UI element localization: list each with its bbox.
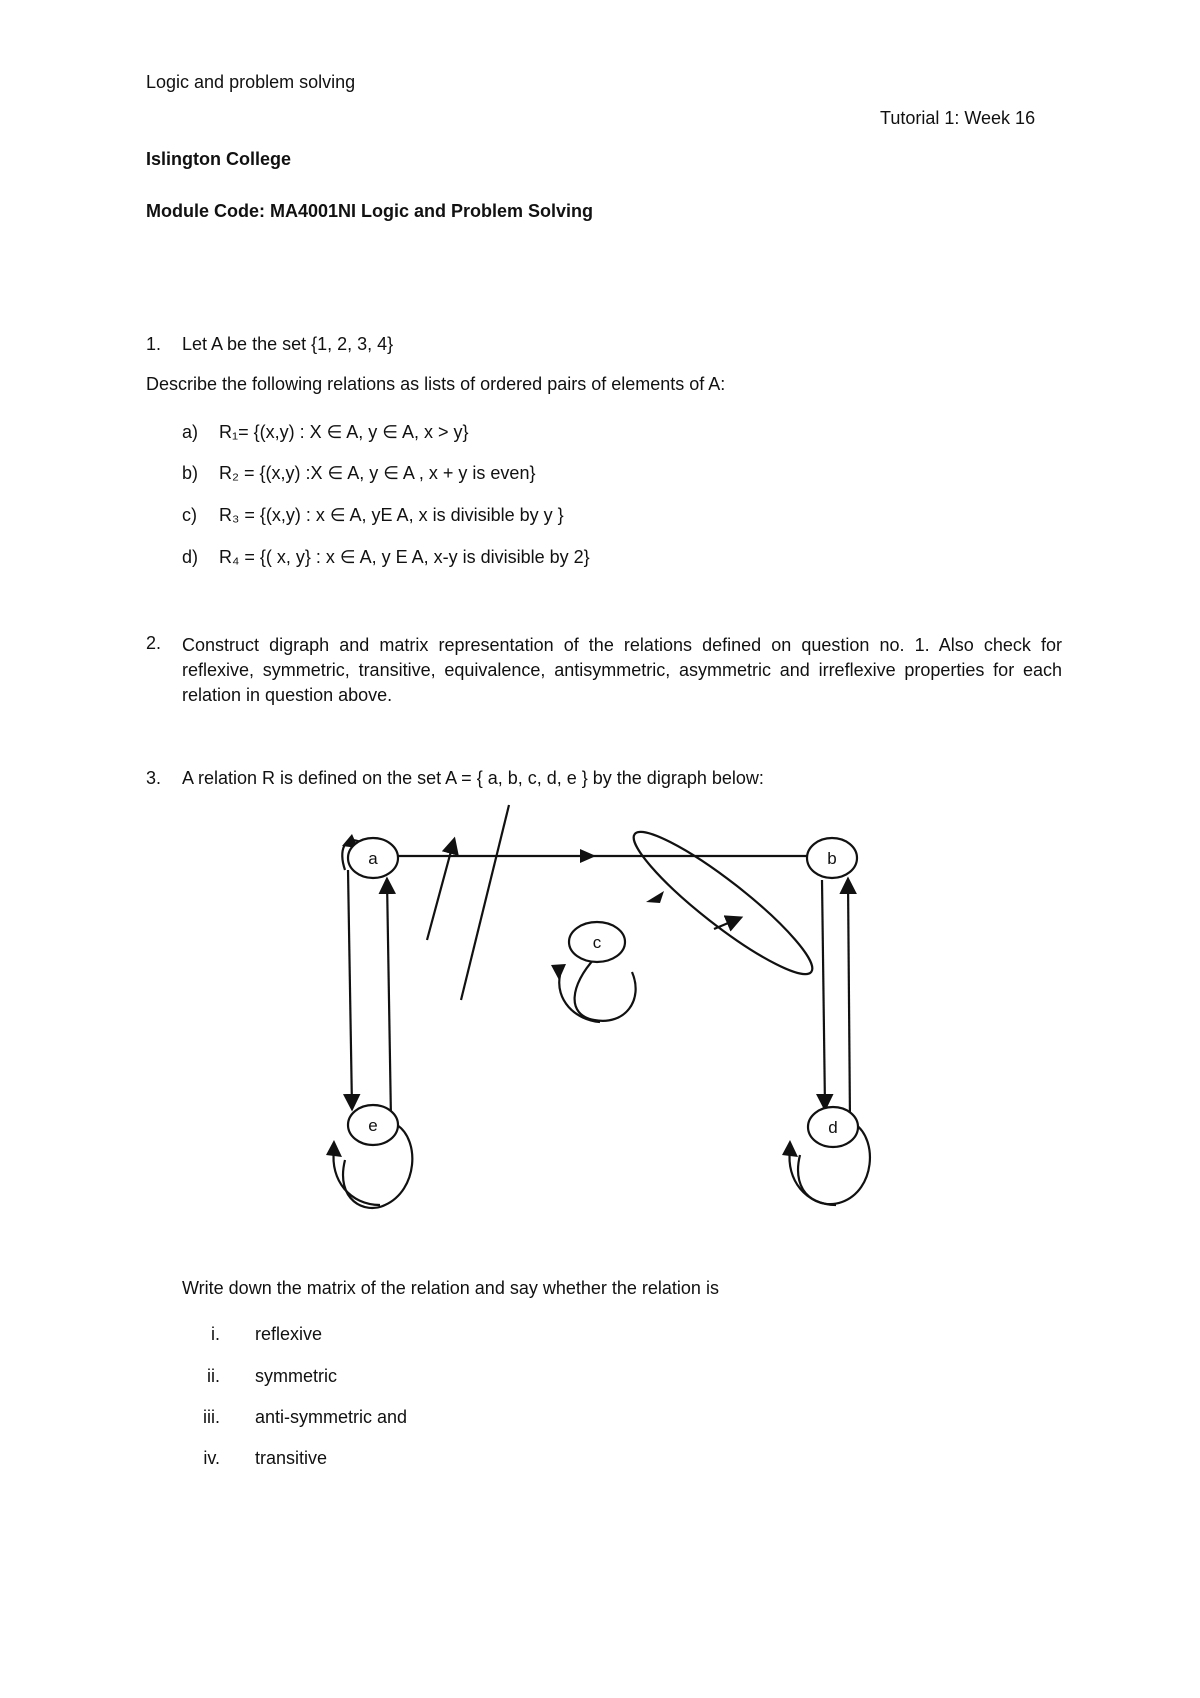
edge-e-a: [387, 880, 391, 1120]
q1-item-text: R₄ = {( x, y} : x ∈ A, y E A, x-y is divisible by 2}: [219, 547, 590, 567]
q3-item-label: iv.: [203, 1448, 220, 1468]
node-label-d: d: [828, 1118, 838, 1137]
q1-item-label: d): [182, 547, 199, 567]
edge-a-b-arrowhead: [580, 849, 596, 863]
loop-c: [575, 958, 636, 1021]
q1-instruction: Describe the following relations as lists of ordered pairs of elements of A:: [146, 374, 726, 394]
q3-instruction: Write down the matrix of the relation and say whether the relation is: [182, 1278, 719, 1298]
node-label-c: c: [592, 933, 602, 952]
module-code: Module Code: MA4001NI Logic and Problem Solving: [146, 201, 594, 221]
q3-number: 3.: [146, 768, 162, 788]
q1-item-label: a): [182, 422, 199, 442]
q1-item-text: R₃ = {(x,y) : x ∈ A, yE A, x is divisible by y }: [219, 505, 564, 525]
q3-item-text: anti-symmetric and: [255, 1407, 408, 1427]
q1-text: Let A be the set {1, 2, 3, 4}: [182, 334, 394, 354]
ellipse-arrowhead-left: [646, 891, 664, 903]
node-label-a: a: [368, 849, 378, 868]
loop-ellipse: [621, 817, 825, 990]
q3-item-text: symmetric: [255, 1366, 337, 1386]
edge-a-e: [348, 870, 352, 1108]
q2-number: 2.: [146, 633, 162, 653]
institution-name: Islington College: [146, 149, 292, 169]
q3-item-text: transitive: [255, 1448, 328, 1468]
running-header: Logic and problem solving: [146, 72, 356, 92]
q1-item-label: b): [182, 463, 199, 483]
q1-item-text: R₁= {(x,y) : X ∈ A, y ∈ A, x > y}: [219, 422, 469, 442]
q3-text: A relation R is defined on the set A = { a, b, c, d, e } by the digraph below:: [182, 768, 764, 788]
q1-item-label: c): [182, 505, 197, 525]
node-label-b: b: [827, 849, 837, 868]
ellipse-arrow-inner: [714, 918, 740, 929]
q3-item-text: reflexive: [255, 1324, 323, 1344]
q1-number: 1.: [146, 334, 162, 354]
q2-text: Construct digraph and matrix representation of the relations defined on question no. 1. Also check for reflexive, symmetric, transitive, equivalence, antisymmetric, asymmetric and irreflexive properties for each relation in question above.: [182, 635, 1062, 705]
node-label-e: e: [368, 1116, 378, 1135]
edge-d-b: [848, 880, 850, 1122]
edge-b-d: [822, 880, 825, 1108]
tutorial-label: Tutorial 1: Week 16: [880, 108, 1036, 128]
q3-item-label: i.: [211, 1324, 220, 1344]
stray-line: [461, 805, 509, 1000]
q3-item-label: iii.: [203, 1407, 220, 1427]
q1-item-text: R₂ = {(x,y) :X ∈ A, y ∈ A , x + y is even}: [219, 463, 536, 483]
q3-item-label: ii.: [207, 1366, 220, 1386]
